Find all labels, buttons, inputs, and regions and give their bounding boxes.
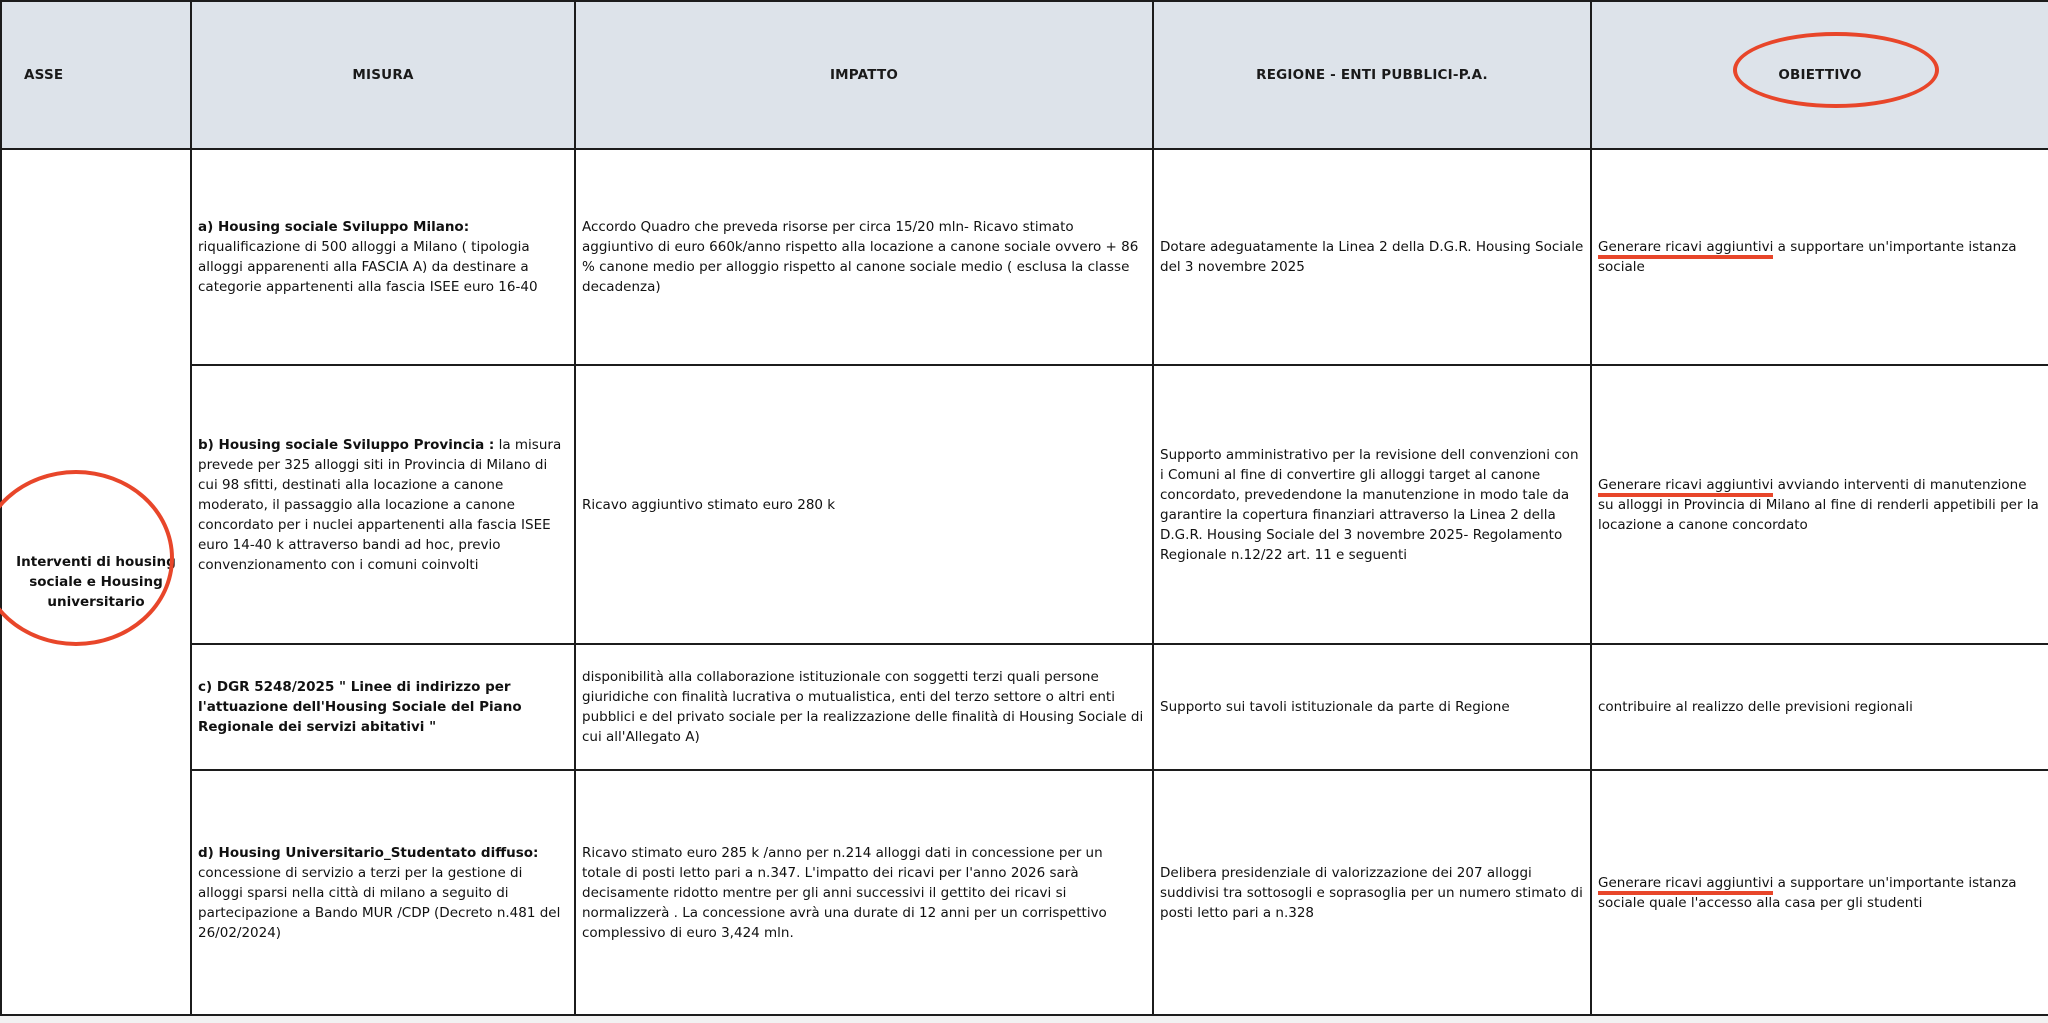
header-misura: MISURA <box>191 1 575 149</box>
misura-cell <box>191 644 575 770</box>
regione-cell: Delibera presidenziale di valorizzazione dei 207 alloggi suddivisi tra sottosogli e soprasoglia per un numero stimato di posti letto pari a n.328 <box>1153 770 1591 1015</box>
regione-cell: Supporto amministrativo per la revisione dell convenzioni con i Comuni al fine di convertire gli alloggi target al canone concordato, prevedendone la manutenzione in modo tale da garantire la copertura finanziari attraverso la Linea 2 della D.G.R. Housing Sociale del 3 novembre 2025- Regolamento Regionale n.12/22 art. 11 e seguenti <box>1153 365 1591 644</box>
misura-title: d) Housing Universitario_Studentato diffuso: <box>198 844 539 861</box>
header-regione: REGIONE - ENTI PUBBLICI-P.A. <box>1153 1 1591 149</box>
misura-cell <box>191 770 575 1015</box>
obiettivo-cell <box>1591 770 2048 1015</box>
misura-text: la misura prevede per 325 alloggi siti in Provincia di Milano di cui 98 sfitti, destinati alla locazione a canone moderato, il passaggio alla locazione a canone concordato per i nuclei appartenenti alla fascia ISEE euro 14-40 k attraverso bandi ad hoc, previo convenzionamento con i comuni coinvolti <box>198 436 562 573</box>
obiettivo-text: avviando interventi di manutenzione su alloggi in Provincia di Milano al fine di renderli appetibili per la locazione a canone concordato <box>1598 476 2039 533</box>
obiettivo-cell <box>1591 365 2048 644</box>
table-row <box>1 770 2048 1015</box>
misura-text: riqualificazione di 500 alloggi a Milano ( tipologia alloggi apparenenti alla FASCIA A) da destinare a categorie appartenenti alla fascia ISEE euro 16-40 <box>198 239 538 295</box>
obiettivo-text: a supportare un'importante istanza sociale quale l'accesso alla casa per gli studenti <box>1598 874 2017 911</box>
table-row <box>1 149 2048 365</box>
asse-cell: Interventi di housing sociale e Housing universitario <box>1 149 191 1015</box>
table-row <box>1 365 2048 644</box>
table-row <box>1 644 2048 770</box>
misura-cell <box>191 149 575 365</box>
misura-text: concessione di servizio a terzi per la gestione di alloggi sparsi nella città di milano a seguito di partecipazione a Bando MUR /CDP (Decreto n.481 del 26/02/2024) <box>198 864 561 941</box>
page-bottom-edge <box>0 1016 2048 1023</box>
impatto-cell: disponibilità alla collaborazione istituzionale con soggetti terzi quali persone giuridiche con finalità lucrativa o mutualistica, enti del terzo settore o altri enti pubblici e del privato sociale per la realizzazione delle finalità di Housing Sociale di cui all'Allegato A) <box>575 644 1153 770</box>
obiettivo-highlight: Generare ricavi aggiuntivi <box>1598 477 1773 497</box>
impatto-cell: Accordo Quadro che preveda risorse per circa 15/20 mln- Ricavo stimato aggiuntivo di euro 660k/anno rispetto alla locazione a canone sociale ovvero + 86 % canone medio per alloggio rispetto al canone sociale medio ( esclusa la classe decadenza) <box>575 149 1153 365</box>
header-obiettivo: OBIETTIVO <box>1591 1 2048 149</box>
obiettivo-highlight: Generare ricavi aggiuntivi <box>1598 239 1773 259</box>
impatto-cell: Ricavo stimato euro 285 k /anno per n.214 alloggi dati in concessione per un totale di posti letto pari a n.347. L'impatto dei ricavi per l'anno 2026 sarà decisamente ridotto mentre per gli anni successivi il gettito dei ricavi si normalizzerà . La concessione avrà una durate di 12 anni per un corrispettivo complessivo di euro 3,424 mln. <box>575 770 1153 1015</box>
impatto-cell: Ricavo aggiuntivo stimato euro 280 k <box>575 365 1153 644</box>
regione-cell: Dotare adeguatamente la Linea 2 della D.G.R. Housing Sociale del 3 novembre 2025 <box>1153 149 1591 365</box>
header-row <box>1 1 2048 149</box>
obiettivo-text: contribuire al realizzo delle previsioni regionali <box>1598 699 1913 715</box>
misura-title: a) Housing sociale Sviluppo Milano: <box>198 219 470 235</box>
header-impatto: IMPATTO <box>575 1 1153 149</box>
misura-title: b) Housing sociale Sviluppo Provincia : <box>198 436 495 453</box>
obiettivo-highlight: Generare ricavi aggiuntivi <box>1598 875 1773 895</box>
header-asse: ASSE <box>1 1 191 149</box>
obiettivo-text: a supportare un'importante istanza sociale <box>1598 239 2017 275</box>
obiettivo-cell <box>1591 644 2048 770</box>
misura-cell <box>191 365 575 644</box>
misura-title: c) DGR 5248/2025 " Linee di indirizzo per l'attuazione dell'Housing Sociale del Piano Regionale dei servizi abitativi " <box>198 679 522 735</box>
obiettivo-cell <box>1591 149 2048 365</box>
regione-cell: Supporto sui tavoli istituzionale da parte di Regione <box>1153 644 1591 770</box>
